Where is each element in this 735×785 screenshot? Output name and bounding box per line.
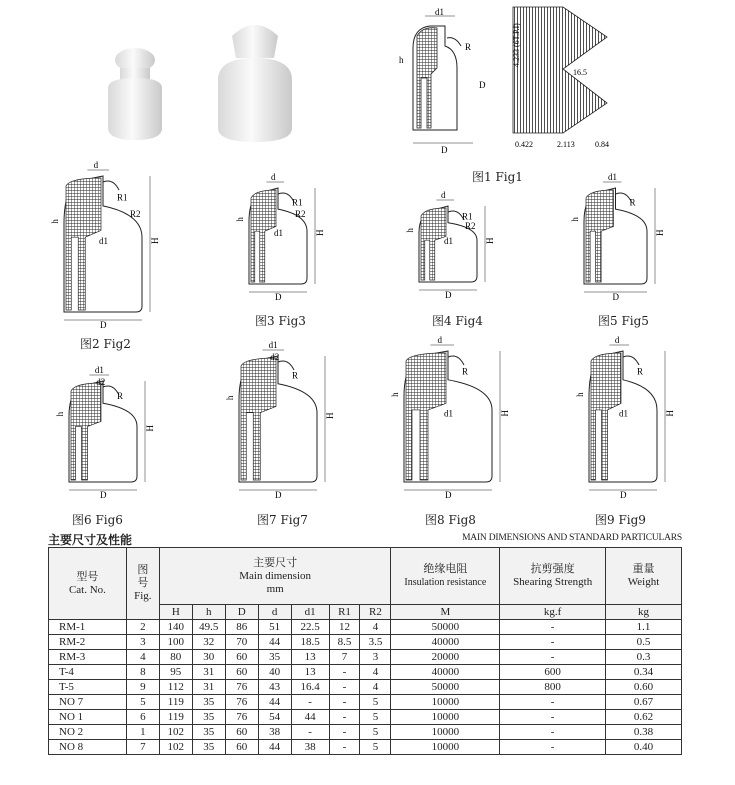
- fig6-drawing: [55, 365, 155, 500]
- insulator-photo-large: [210, 18, 300, 148]
- header-shear-cn: 抗剪强度: [530, 563, 575, 575]
- dim-label-D: D: [612, 292, 619, 302]
- dim-label-D: D: [445, 290, 452, 300]
- table-cell: -: [291, 725, 329, 740]
- insulator-section: [421, 208, 446, 280]
- dim-label-d1: d1: [94, 365, 104, 375]
- table-cell: 40: [258, 665, 291, 680]
- sub-d: d: [258, 605, 291, 620]
- table-cell: 0.60: [606, 680, 682, 695]
- svg-text:0.84: 0.84: [595, 140, 609, 149]
- table-cell: T-5: [49, 680, 127, 695]
- table-cell: 5: [360, 710, 391, 725]
- fig1-drawing: [395, 8, 495, 158]
- dim-label-H: H: [325, 412, 335, 419]
- dim-label-h: h: [405, 228, 415, 233]
- header-main-unit: mm: [266, 582, 284, 595]
- table-cell: 9: [126, 680, 159, 695]
- dim-label-D: D: [275, 490, 282, 500]
- table-cell: -: [329, 665, 360, 680]
- table-cell: -: [329, 680, 360, 695]
- svg-text:h: h: [399, 55, 404, 65]
- table-cell: 70: [225, 635, 258, 650]
- fig8-drawing: [390, 335, 510, 500]
- sub-D: D: [225, 605, 258, 620]
- table-cell: 35: [192, 695, 225, 710]
- insulator-groove: [623, 356, 639, 365]
- insulator-groove: [103, 181, 119, 190]
- table-cell: 102: [159, 740, 192, 755]
- svg-text:R: R: [465, 42, 472, 52]
- unit-ins: M: [391, 605, 500, 620]
- fig4-drawing: [405, 190, 495, 300]
- table-cell: 0.34: [606, 665, 682, 680]
- table-row: [49, 740, 682, 755]
- table-row: [49, 620, 682, 635]
- specs-table: [48, 547, 682, 755]
- fig3-caption: 图3 Fig3: [255, 314, 306, 328]
- table-cell: 60: [225, 740, 258, 755]
- dim-label-d: d: [614, 335, 620, 345]
- svg-text:2.113: 2.113: [557, 140, 575, 149]
- table-cell: 4: [126, 650, 159, 665]
- table-cell: -: [500, 740, 606, 755]
- insulator-section: [241, 358, 276, 480]
- header-weight: [606, 548, 682, 605]
- table-cell: -: [329, 725, 360, 740]
- table-cell: 10000: [391, 695, 500, 710]
- dim-label-h: h: [225, 395, 235, 401]
- header-fig-en: Fig.: [134, 590, 152, 602]
- table-cell: 10000: [391, 725, 500, 740]
- table-cell: 80: [159, 650, 192, 665]
- dim-label-R: R: [629, 197, 636, 208]
- table-cell: 86: [225, 620, 258, 635]
- table-cell: 4: [360, 680, 391, 695]
- dim-label-d1: d1: [607, 172, 617, 182]
- table-body: [49, 620, 682, 755]
- dim-label-D: D: [445, 490, 452, 500]
- dim-label-R: R: [462, 366, 469, 377]
- dim-label-H: H: [665, 410, 675, 417]
- table-cell: 4: [360, 665, 391, 680]
- table-cell: 3.5: [360, 635, 391, 650]
- unit-shear: kg.f: [500, 605, 606, 620]
- table-cell: NO 8: [49, 740, 127, 755]
- dim-label-d: d: [441, 190, 446, 200]
- fig8-caption: 图8 Fig8: [425, 513, 476, 527]
- fig7-drawing: [225, 340, 335, 500]
- table-cell: 31: [192, 680, 225, 695]
- dim-label-R2: R2: [465, 220, 476, 231]
- dim-label-R2: R2: [130, 208, 141, 219]
- dim-label-H: H: [500, 410, 510, 417]
- svg-text:D: D: [441, 145, 448, 155]
- table-cell: 0.67: [606, 695, 682, 710]
- table-cell: -: [291, 695, 329, 710]
- table-cell: NO 1: [49, 710, 127, 725]
- fig5-caption: 图5 Fig5: [598, 314, 649, 328]
- table-cell: 0.40: [606, 740, 682, 755]
- table-cell: 54: [258, 710, 291, 725]
- dim-label-H: H: [145, 425, 155, 432]
- dim-label-d: d: [93, 160, 99, 170]
- table-row: [49, 680, 682, 695]
- table-cell: 112: [159, 680, 192, 695]
- table-cell: 76: [225, 710, 258, 725]
- dim-label-D: D: [100, 490, 107, 500]
- dim-label-d: d: [271, 172, 276, 182]
- dim-label-R: R: [637, 366, 644, 377]
- table-cell: 60: [225, 665, 258, 680]
- table-cell: -: [500, 650, 606, 665]
- table-cell: 40000: [391, 665, 500, 680]
- table-cell: -: [329, 710, 360, 725]
- dim-label-d: d: [437, 335, 442, 345]
- table-cell: 35: [258, 650, 291, 665]
- insulator-section: [591, 353, 621, 480]
- table-cell: 5: [360, 695, 391, 710]
- svg-text:0.422: 0.422: [515, 140, 533, 149]
- dim-label-d1: d1: [99, 236, 108, 246]
- dim-label-d1: d1: [268, 340, 278, 350]
- dim-label-d2: d2: [96, 377, 106, 387]
- header-weight-cn: 重量: [632, 563, 655, 575]
- dim-label-h: h: [50, 219, 60, 224]
- fig6-caption: 图6 Fig6: [72, 513, 123, 527]
- table-cell: 10000: [391, 740, 500, 755]
- table-cell: 5: [126, 695, 159, 710]
- dim-label-R: R: [292, 370, 299, 381]
- table-cell: -: [500, 695, 606, 710]
- header-fig-cn: 图: [137, 564, 149, 576]
- table-cell: 4: [360, 620, 391, 635]
- table-cell: 140: [159, 620, 192, 635]
- fig2-caption: 图2 Fig2: [80, 337, 131, 351]
- dim-label-D: D: [100, 320, 107, 330]
- table-cell: 7: [126, 740, 159, 755]
- header-cat: [49, 548, 127, 620]
- table-cell: 44: [258, 635, 291, 650]
- table-cell: 22.5: [291, 620, 329, 635]
- table-cell: 10000: [391, 710, 500, 725]
- header-ins: [391, 548, 500, 605]
- table-cell: 32: [192, 635, 225, 650]
- fig5-drawing: [570, 172, 665, 302]
- fig9-caption: 图9 Fig9: [595, 513, 646, 527]
- svg-text:d1: d1: [435, 8, 444, 17]
- table-cell: 13: [291, 650, 329, 665]
- dim-label-d1: d1: [444, 236, 453, 246]
- header-fig: [126, 548, 159, 620]
- fig9-drawing: [575, 335, 675, 500]
- table-cell: 2: [126, 620, 159, 635]
- insulator-section: [71, 383, 101, 480]
- header-main-en: Main dimension: [239, 569, 312, 582]
- table-cell: 95: [159, 665, 192, 680]
- sub-H: H: [159, 605, 192, 620]
- table-row: [49, 635, 682, 650]
- header-cat-cn: 型号: [76, 570, 99, 583]
- insulator-section: [406, 353, 446, 480]
- table-row: [49, 710, 682, 725]
- insulator-section: [586, 190, 614, 282]
- header-main-cn: 主要尺寸: [253, 556, 298, 569]
- table-cell: -: [500, 710, 606, 725]
- dim-label-R1: R1: [117, 192, 128, 203]
- fig3-drawing: [235, 172, 325, 302]
- table-cell: -: [329, 740, 360, 755]
- table-cell: 18.5: [291, 635, 329, 650]
- insulator-section: [66, 178, 101, 310]
- header-fig-cn2: 号: [137, 577, 149, 589]
- sub-h: h: [192, 605, 225, 620]
- table-cell: 35: [192, 740, 225, 755]
- dim-label-D: D: [275, 292, 282, 302]
- table-cell: NO 7: [49, 695, 127, 710]
- table-cell: 102: [159, 725, 192, 740]
- svg-text:16.5: 16.5: [573, 68, 587, 77]
- table-cell: 0.62: [606, 710, 682, 725]
- table-cell: -: [500, 620, 606, 635]
- table-cell: 35: [192, 725, 225, 740]
- fig1-caption: 图1 Fig1: [472, 170, 523, 184]
- table-cell: 44: [291, 710, 329, 725]
- table-cell: 16.4: [291, 680, 329, 695]
- sub-R1: R1: [329, 605, 360, 620]
- dim-label-H: H: [485, 237, 495, 244]
- header-main: [159, 548, 391, 605]
- dim-label-h: h: [235, 217, 245, 222]
- section-title: 主要尺寸及性能: [48, 533, 133, 547]
- table-cell: 43: [258, 680, 291, 695]
- dim-label-d1: d1: [444, 408, 453, 419]
- table-cell: 3: [360, 650, 391, 665]
- table-cell: RM-1: [49, 620, 127, 635]
- table-cell: 119: [159, 695, 192, 710]
- section-subtitle: MAIN DIMENSIONS AND STANDARD PARTICULARS: [462, 533, 682, 543]
- table-cell: 51: [258, 620, 291, 635]
- header-shear-en: Shearing Strength: [513, 576, 593, 588]
- table-cell: NO 2: [49, 725, 127, 740]
- table-cell: 0.38: [606, 725, 682, 740]
- dim-label-R1: R1: [292, 197, 303, 208]
- dim-label-h: h: [570, 217, 580, 222]
- table-row: [49, 725, 682, 740]
- thread-detail: [505, 5, 615, 150]
- table-cell: 30: [192, 650, 225, 665]
- table-cell: 13: [291, 665, 329, 680]
- table-cell: 800: [500, 680, 606, 695]
- table-cell: 38: [258, 725, 291, 740]
- insulator-groove: [278, 361, 294, 370]
- unit-weight: kg: [606, 605, 682, 620]
- table-cell: 35: [192, 710, 225, 725]
- table-cell: 8: [126, 665, 159, 680]
- table-cell: 6: [126, 710, 159, 725]
- table-cell: 0.3: [606, 650, 682, 665]
- table-cell: 5: [360, 740, 391, 755]
- table-cell: 100: [159, 635, 192, 650]
- table-cell: 44: [258, 740, 291, 755]
- table-cell: 76: [225, 695, 258, 710]
- dim-label-H: H: [655, 229, 665, 236]
- fig2-drawing: [50, 160, 160, 330]
- table-cell: T-4: [49, 665, 127, 680]
- svg-text:D: D: [479, 80, 486, 90]
- table-cell: 1: [126, 725, 159, 740]
- header-shear: [500, 548, 606, 605]
- table-cell: 119: [159, 710, 192, 725]
- insulator-groove: [448, 356, 464, 365]
- table-cell: 1.1: [606, 620, 682, 635]
- table-cell: 20000: [391, 650, 500, 665]
- table-cell: 60: [225, 725, 258, 740]
- dim-label-h: h: [390, 392, 400, 397]
- sub-d1: d1: [291, 605, 329, 620]
- table-cell: RM-3: [49, 650, 127, 665]
- table-cell: 38: [291, 740, 329, 755]
- dim-label-d2: d2: [270, 352, 280, 362]
- table-cell: 40000: [391, 635, 500, 650]
- dim-label-D: D: [620, 490, 627, 500]
- table-cell: 60: [225, 650, 258, 665]
- table-cell: 76: [225, 680, 258, 695]
- table-cell: -: [500, 635, 606, 650]
- table-cell: 49.5: [192, 620, 225, 635]
- insulator-section: [251, 190, 276, 282]
- table-cell: 31: [192, 665, 225, 680]
- dim-label-h: h: [55, 411, 65, 417]
- table-cell: 50000: [391, 680, 500, 695]
- sub-R2: R2: [360, 605, 391, 620]
- fig7-caption: 图7 Fig7: [257, 513, 308, 527]
- fig4-caption: 图4 Fig4: [432, 314, 483, 328]
- dim-label-R1: R1: [462, 211, 473, 222]
- table-cell: 12: [329, 620, 360, 635]
- dim-label-H: H: [150, 237, 160, 244]
- table-cell: -: [329, 695, 360, 710]
- table-header-row: [49, 548, 682, 605]
- header-ins-cn: 绝缘电阻: [423, 563, 468, 575]
- table-cell: 8.5: [329, 635, 360, 650]
- table-cell: 600: [500, 665, 606, 680]
- table-cell: 5: [360, 725, 391, 740]
- dim-label-h: h: [575, 392, 585, 397]
- dim-label-d1: d1: [274, 228, 283, 238]
- table-cell: RM-2: [49, 635, 127, 650]
- dim-label-R2: R2: [295, 208, 306, 219]
- header-weight-en: Weight: [627, 576, 660, 588]
- table-cell: 50000: [391, 620, 500, 635]
- table-row: [49, 665, 682, 680]
- header-ins-en: Insulation resistance: [404, 577, 487, 588]
- table-cell: 44: [258, 695, 291, 710]
- table-row: [49, 650, 682, 665]
- table-cell: 7: [329, 650, 360, 665]
- dim-label-R: R: [117, 391, 124, 402]
- dim-label-H: H: [315, 229, 325, 236]
- table-row: [49, 695, 682, 710]
- insulator-photo-small: [100, 40, 180, 150]
- dim-label-d1: d1: [619, 408, 628, 419]
- table-cell: 0.5: [606, 635, 682, 650]
- table-cell: -: [500, 725, 606, 740]
- header-cat-en: Cat. No.: [68, 583, 106, 596]
- svg-text:4.233 (6T.P.I): 4.233 (6T.P.I): [512, 23, 521, 67]
- table-cell: 3: [126, 635, 159, 650]
